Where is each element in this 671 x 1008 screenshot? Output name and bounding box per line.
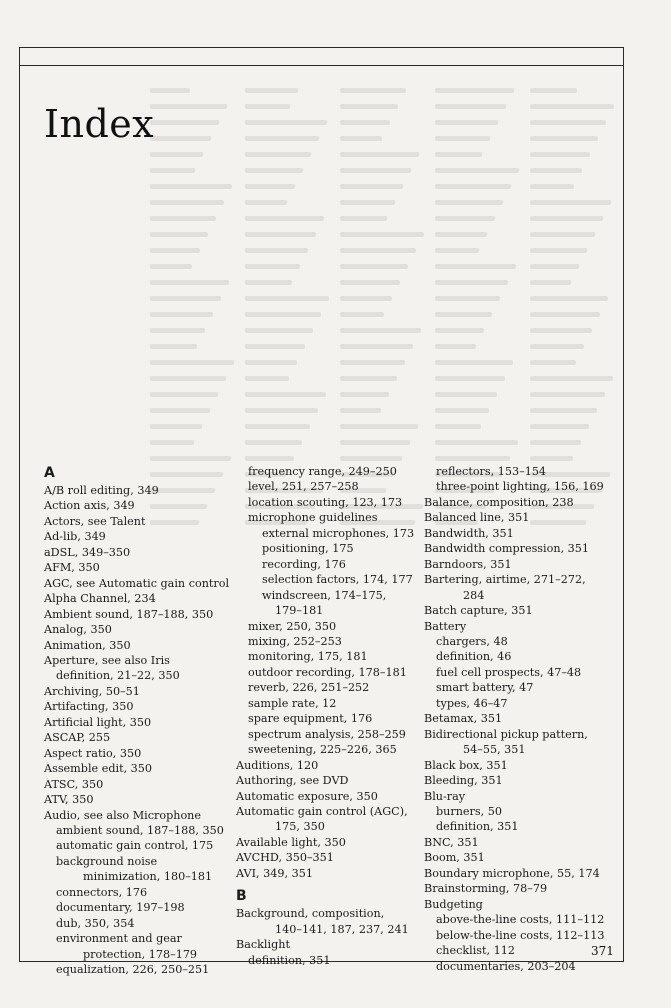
index-subentry: 175, 350 [275,820,325,834]
index-entry: Ad-lib, 349 [44,530,106,544]
index-subentry: 54–55, 351 [463,743,526,757]
index-subentry: ambient sound, 187–188, 350 [56,823,224,837]
index-subentry: definition, 21–22, 350 [56,669,180,683]
index-subentry: three-point lighting, 156, 169 [436,480,604,494]
index-entry: Available light, 350 [236,835,346,849]
index-subentry: dub, 350, 354 [56,916,135,930]
index-subentry: 140–141, 187, 237, 241 [275,922,409,936]
index-entry: Action axis, 349 [44,499,135,513]
index-entry: BNC, 351 [424,835,479,849]
index-entry: AVCHD, 350–351 [236,851,334,865]
index-entry: Blu-ray [424,789,466,803]
index-entry: Boundary microphone, 55, 174 [424,866,600,880]
index-entry: A/B roll editing, 349 [44,484,159,497]
index-subentry: burners, 50 [436,804,502,818]
index-subentry: positioning, 175 [262,542,354,556]
index-entry: Aspect ratio, 350 [44,746,142,760]
index-subentry: below-the-line costs, 112–113 [436,928,605,942]
index-entry: Actors, see Talent [44,514,146,528]
index-section-letter: A [44,465,55,481]
index-section-letter: B [236,888,247,905]
index-column-1 [44,464,234,978]
index-subentry: mixer, 250, 350 [248,619,337,633]
index-subentry: outdoor recording, 178–181 [248,665,407,679]
index-subentry: types, 46–47 [436,696,508,710]
index-subentry: environment and gear [56,932,182,946]
index-subentry: definition, 351 [436,820,519,834]
index-entry: Balanced line, 351 [424,511,530,525]
index-subentry: monitoring, 175, 181 [248,650,368,664]
index-entry: Auditions, 120 [236,758,319,772]
index-entry: Barndoors, 351 [424,557,512,571]
index-subentry: recording, 176 [262,557,346,571]
index-subentry: definition, 351 [248,953,331,967]
index-entry: Artifacting, 350 [44,700,134,714]
index-subentry: chargers, 48 [436,634,508,648]
index-subentry: sweetening, 225–226, 365 [248,743,397,757]
index-entry: ATSC, 350 [44,777,104,791]
index-subentry: windscreen, 174–175, [262,588,387,602]
index-subentry: connectors, 176 [56,885,148,899]
index-entry: Bleeding, 351 [424,774,503,788]
index-entry: AGC, see Automatic gain control [44,576,230,590]
page-title: Index [44,102,155,146]
index-entry: Black box, 351 [424,758,508,772]
index-entry: aDSL, 349–350 [44,545,131,559]
index-subentry: frequency range, 249–250 [248,465,397,478]
index-subentry: external microphones, 173 [262,526,415,540]
index-subentry: location scouting, 123, 173 [248,495,403,509]
index-entry: Audio, see also Microphone [44,808,202,822]
index-subentry: spectrum analysis, 258–259 [248,727,406,741]
index-subentry: protection, 178–179 [83,947,198,961]
index-entry: Batch capture, 351 [424,604,533,618]
index-entry: Balance, composition, 238 [424,495,574,509]
index-entry: Animation, 350 [44,638,131,652]
index-entry: Bandwidth compression, 351 [424,542,590,556]
page-number: 371 [591,944,614,958]
index-entry: Analog, 350 [44,623,112,637]
index-entry: Bidirectional pickup pattern, [424,727,588,741]
index-subentry: documentaries, 203–204 [436,959,576,973]
index-entry: Automatic gain control (AGC), [236,804,408,818]
index-subentry: reflectors, 153–154 [436,465,547,478]
index-subentry: background noise [56,854,158,868]
index-entry: Aperture, see also Iris [44,653,170,667]
index-subentry: definition, 46 [436,650,512,664]
index-entry: AFM, 350 [44,561,100,575]
index-column-2 [236,464,426,968]
index-entry: AVI, 349, 351 [236,866,313,880]
index-subentry: level, 251, 257–258 [248,480,359,494]
index-subentry: selection factors, 174, 177 [262,573,413,587]
index-subentry: smart battery, 47 [436,681,534,695]
index-subentry: automatic gain control, 175 [56,839,214,853]
index-entry: Background, composition, [236,907,385,921]
index-entry: Bandwidth, 351 [424,526,514,540]
index-subentry: above-the-line costs, 111–112 [436,913,605,927]
index-entry: Brainstorming, 78–79 [424,882,548,896]
index-entry: Backlight [236,938,290,952]
index-entry: Betamax, 351 [424,712,503,726]
index-entry: Assemble edit, 350 [44,762,153,776]
index-subentry: 179–181 [275,604,324,618]
index-entry: Bartering, airtime, 271–272, [424,573,586,587]
index-entry: Battery [424,619,467,633]
index-entry: ASCAP, 255 [44,731,111,745]
index-entry: ATV, 350 [44,793,94,807]
index-subentry: documentary, 197–198 [56,901,185,915]
index-entry: Ambient sound, 187–188, 350 [44,607,214,621]
index-entry: Alpha Channel, 234 [44,592,156,606]
index-subentry: sample rate, 12 [248,696,337,710]
index-column-3 [424,464,619,974]
index-subentry: reverb, 226, 251–252 [248,681,370,695]
index-subentry: spare equipment, 176 [248,712,373,726]
index-subentry: equalization, 226, 250–251 [56,963,210,977]
index-entry: Authoring, see DVD [236,774,349,788]
index-entry: Boom, 351 [424,851,485,865]
index-subentry: checklist, 112 [436,944,515,958]
index-subentry: mixing, 252–253 [248,634,342,648]
index-subentry: 284 [463,588,485,602]
index-subentry: fuel cell prospects, 47–48 [436,665,582,679]
index-entry: Archiving, 50–51 [44,684,140,698]
index-entry: Budgeting [424,897,483,911]
index-entry: Artificial light, 350 [44,715,152,729]
index-subentry: microphone guidelines [248,511,378,525]
index-entry: Automatic exposure, 350 [236,789,378,803]
index-subentry: minimization, 180–181 [83,870,213,884]
